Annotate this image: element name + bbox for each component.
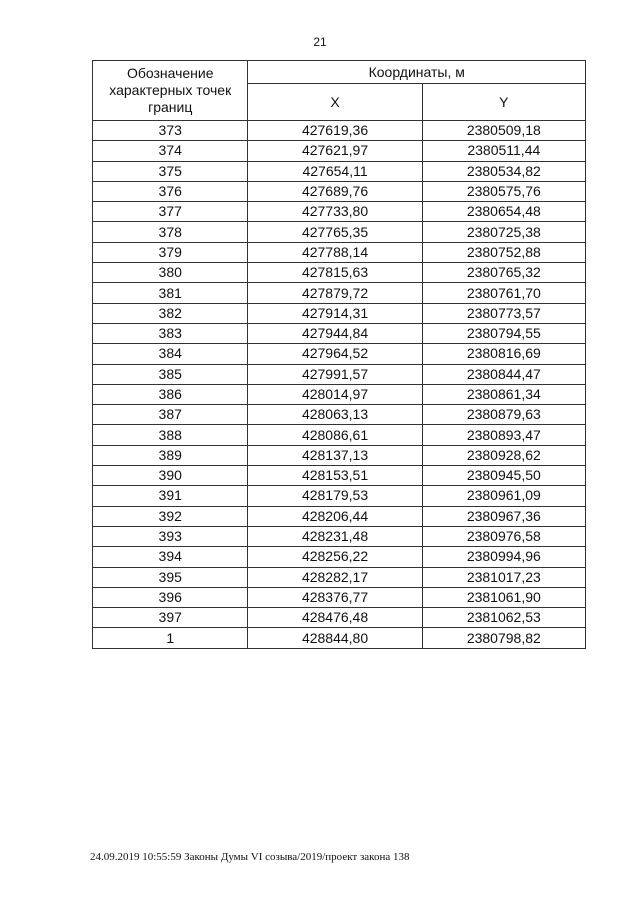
table-row	[93, 323, 586, 343]
y-cell: 2380961,09	[422, 486, 585, 506]
y-cell: 2380844,47	[422, 364, 585, 384]
point-cell: 394	[93, 547, 248, 567]
point-cell: 374	[93, 141, 248, 161]
x-cell: 427619,36	[248, 121, 422, 141]
table-row	[93, 405, 586, 425]
x-cell: 427964,52	[248, 344, 422, 364]
y-cell: 2380752,88	[422, 242, 585, 262]
point-cell: 391	[93, 486, 248, 506]
point-cell: 373	[93, 121, 248, 141]
x-cell: 428282,17	[248, 567, 422, 587]
table-row	[93, 384, 586, 404]
table-row	[93, 222, 586, 242]
x-cell: 427879,72	[248, 283, 422, 303]
table-row	[93, 303, 586, 323]
y-cell: 2380893,47	[422, 425, 585, 445]
header-y: Y	[422, 84, 585, 121]
y-cell: 2380816,69	[422, 344, 585, 364]
table-row	[93, 141, 586, 161]
page-number: 21	[313, 35, 327, 49]
y-cell: 2381062,53	[422, 608, 585, 628]
x-cell: 427991,57	[248, 364, 422, 384]
point-cell: 396	[93, 587, 248, 607]
y-cell: 2380773,57	[422, 303, 585, 323]
x-cell: 428256,22	[248, 547, 422, 567]
y-cell: 2380976,58	[422, 526, 585, 546]
header-coordinates: Координаты, м	[248, 61, 586, 84]
y-cell: 2380575,76	[422, 181, 585, 201]
point-cell: 385	[93, 364, 248, 384]
table-row	[93, 506, 586, 526]
header-x: X	[248, 84, 422, 121]
y-cell: 2380761,70	[422, 283, 585, 303]
x-cell: 427914,31	[248, 303, 422, 323]
table-row	[93, 445, 586, 465]
y-cell: 2380967,36	[422, 506, 585, 526]
table-row	[93, 181, 586, 201]
point-cell: 388	[93, 425, 248, 445]
header-designation: Обозначение характерных точек границ	[93, 61, 248, 121]
x-cell: 427733,80	[248, 202, 422, 222]
table-row	[93, 283, 586, 303]
x-cell: 428376,77	[248, 587, 422, 607]
x-cell: 428476,48	[248, 608, 422, 628]
x-cell: 428086,61	[248, 425, 422, 445]
y-cell: 2380509,18	[422, 121, 585, 141]
table-row	[93, 486, 586, 506]
table-row	[93, 161, 586, 181]
y-cell: 2381017,23	[422, 567, 585, 587]
point-cell: 377	[93, 202, 248, 222]
y-cell: 2380994,96	[422, 547, 585, 567]
point-cell: 379	[93, 242, 248, 262]
x-cell: 428153,51	[248, 466, 422, 486]
y-cell: 2380534,82	[422, 161, 585, 181]
point-cell: 386	[93, 384, 248, 404]
x-cell: 427654,11	[248, 161, 422, 181]
x-cell: 428179,53	[248, 486, 422, 506]
y-cell: 2380798,82	[422, 628, 585, 648]
x-cell: 428063,13	[248, 405, 422, 425]
x-cell: 427765,35	[248, 222, 422, 242]
point-cell: 380	[93, 263, 248, 283]
x-cell: 427944,84	[248, 323, 422, 343]
point-cell: 395	[93, 567, 248, 587]
point-cell: 392	[93, 506, 248, 526]
point-cell: 390	[93, 466, 248, 486]
point-cell: 376	[93, 181, 248, 201]
table-row	[93, 466, 586, 486]
y-cell: 2380945,50	[422, 466, 585, 486]
x-cell: 427621,97	[248, 141, 422, 161]
table-row	[93, 547, 586, 567]
point-cell: 384	[93, 344, 248, 364]
point-cell: 1	[93, 628, 248, 648]
y-cell: 2380654,48	[422, 202, 585, 222]
table-row	[93, 587, 586, 607]
point-cell: 382	[93, 303, 248, 323]
x-cell: 427815,63	[248, 263, 422, 283]
point-cell: 397	[93, 608, 248, 628]
x-cell: 428844,80	[248, 628, 422, 648]
point-cell: 393	[93, 526, 248, 546]
x-cell: 428231,48	[248, 526, 422, 546]
x-cell: 428014,97	[248, 384, 422, 404]
x-cell: 427788,14	[248, 242, 422, 262]
y-cell: 2380861,34	[422, 384, 585, 404]
y-cell: 2380725,38	[422, 222, 585, 242]
table-row	[93, 344, 586, 364]
y-cell: 2380765,32	[422, 263, 585, 283]
y-cell: 2380794,55	[422, 323, 585, 343]
point-cell: 387	[93, 405, 248, 425]
table-row	[93, 242, 586, 262]
point-cell: 375	[93, 161, 248, 181]
point-cell: 378	[93, 222, 248, 242]
table-row	[93, 608, 586, 628]
x-cell: 427689,76	[248, 181, 422, 201]
table-row	[93, 121, 586, 141]
table-row	[93, 425, 586, 445]
table-row	[93, 202, 586, 222]
point-cell: 381	[93, 283, 248, 303]
x-cell: 428206,44	[248, 506, 422, 526]
table-row	[93, 628, 586, 648]
footer-note: 24.09.2019 10:55:59 Законы Думы VI созыва/2019/проект закона 138	[90, 851, 410, 863]
coordinates-table	[92, 60, 586, 649]
point-cell: 389	[93, 445, 248, 465]
y-cell: 2381061,90	[422, 587, 585, 607]
table-row	[93, 567, 586, 587]
table-row	[93, 263, 586, 283]
y-cell: 2380879,63	[422, 405, 585, 425]
y-cell: 2380928,62	[422, 445, 585, 465]
table-row	[93, 526, 586, 546]
point-cell: 383	[93, 323, 248, 343]
x-cell: 428137,13	[248, 445, 422, 465]
y-cell: 2380511,44	[422, 141, 585, 161]
table-row	[93, 364, 586, 384]
